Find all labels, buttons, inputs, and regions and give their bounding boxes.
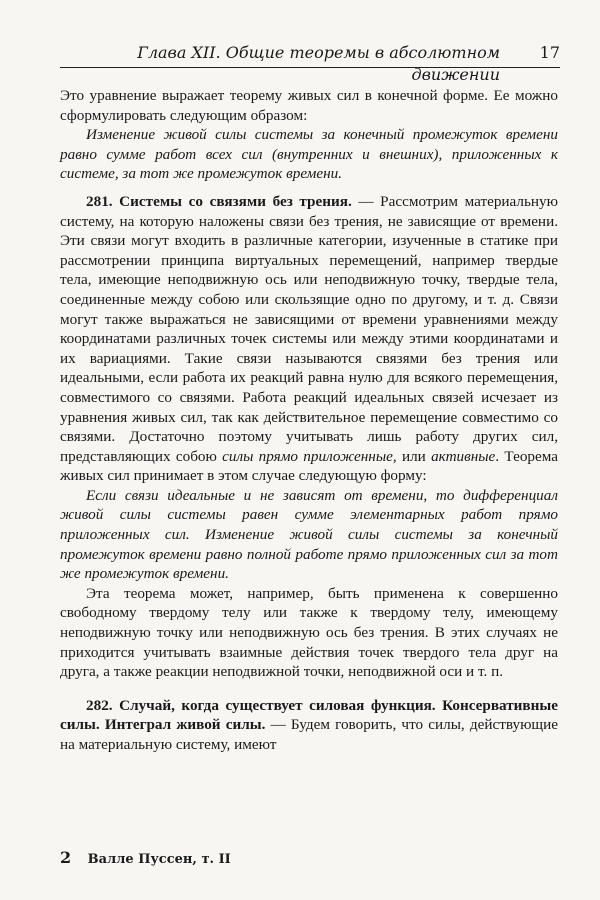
running-head: [60, 42, 560, 84]
term-italic: силы прямо приложенные: [222, 447, 393, 465]
section-heading: 281. Системы со связями без трения.: [86, 192, 352, 210]
paragraph: Это уравнение выражает теорему живых сил в конечной форме. Ее можно сформулировать следующим образом:: [60, 87, 558, 124]
section-text: . Теорема живых сил принимает в этом случае следующую форму:: [60, 447, 558, 485]
section-text: , или: [392, 447, 432, 465]
theorem-statement: Изменение живой силы системы за конечный промежуток времени равно сумме работ всех сил (внутренних и внешних), приложенных к системе, за тот же промежуток времени.: [60, 126, 558, 183]
section-281: [60, 192, 558, 486]
running-title: Глава XII. Общие теоремы в абсолютном движении: [137, 43, 500, 84]
footer-note: Валле Пуссен, т. II: [87, 852, 231, 867]
term-italic: активные: [431, 447, 496, 465]
section-text: — Будем говорить, что силы, действующие на материальную систему, имеют: [60, 716, 558, 753]
page-footer: [60, 848, 231, 868]
section-282: [60, 696, 558, 755]
paragraph: Эта теорема может, например, быть применена к совершенно свободному твердому телу или также к твердому телу, имеющему неподвижную точку или неподвижную ось без трения. В этих случаях не приходится учитывать взаимные действия точек твердого тела друг на друга, а также реакции неподвижной точки, неподвижной оси и т. п.: [60, 584, 558, 681]
page-body: [60, 86, 558, 755]
signature-mark: 2: [60, 848, 72, 867]
page-number: 17: [539, 43, 560, 62]
section-heading: 282. Случай, когда существует силовая функция. Консервативные силы. Интеграл живой силы.: [60, 696, 558, 734]
header-rule: [60, 67, 560, 68]
theorem-statement: Если связи идеальные и не зависят от времени, то дифференциал живой силы системы равен сумме элементарных работ прямо приложенных сил. Изменение живой силы системы за конечный промежуток времени равно полной работе прямо приложенных сил за тот же промежуток времени.: [60, 486, 558, 583]
section-text: — Рассмотрим материальную систему, на которую наложены связи без трения, не зависящие от времени. Эти связи могут входить в различные категории, изученные в статике при рассмотрении принципа виртуальных перемещений, например твердые тела, имеющие неподвижную ось или неподвижную точку, твердые тела, соединенные между собою или скользящие одно по другому, и т. д. Связи могут также выражаться не зависящими от времени уравнениями между координатами различных точек системы или между этими координатами и их вариациями. Такие связи называются связями без трения или идеальными, если работа их реакций равна нулю для всякого перемещения, совместимого со связями. Работа реакций идеальных связей исчезает из уравнения живых сил, так как действительное перемещение совместимо со связями. Достаточно поэтому учитывать лишь работу других сил, представляющих собою: [60, 192, 558, 465]
